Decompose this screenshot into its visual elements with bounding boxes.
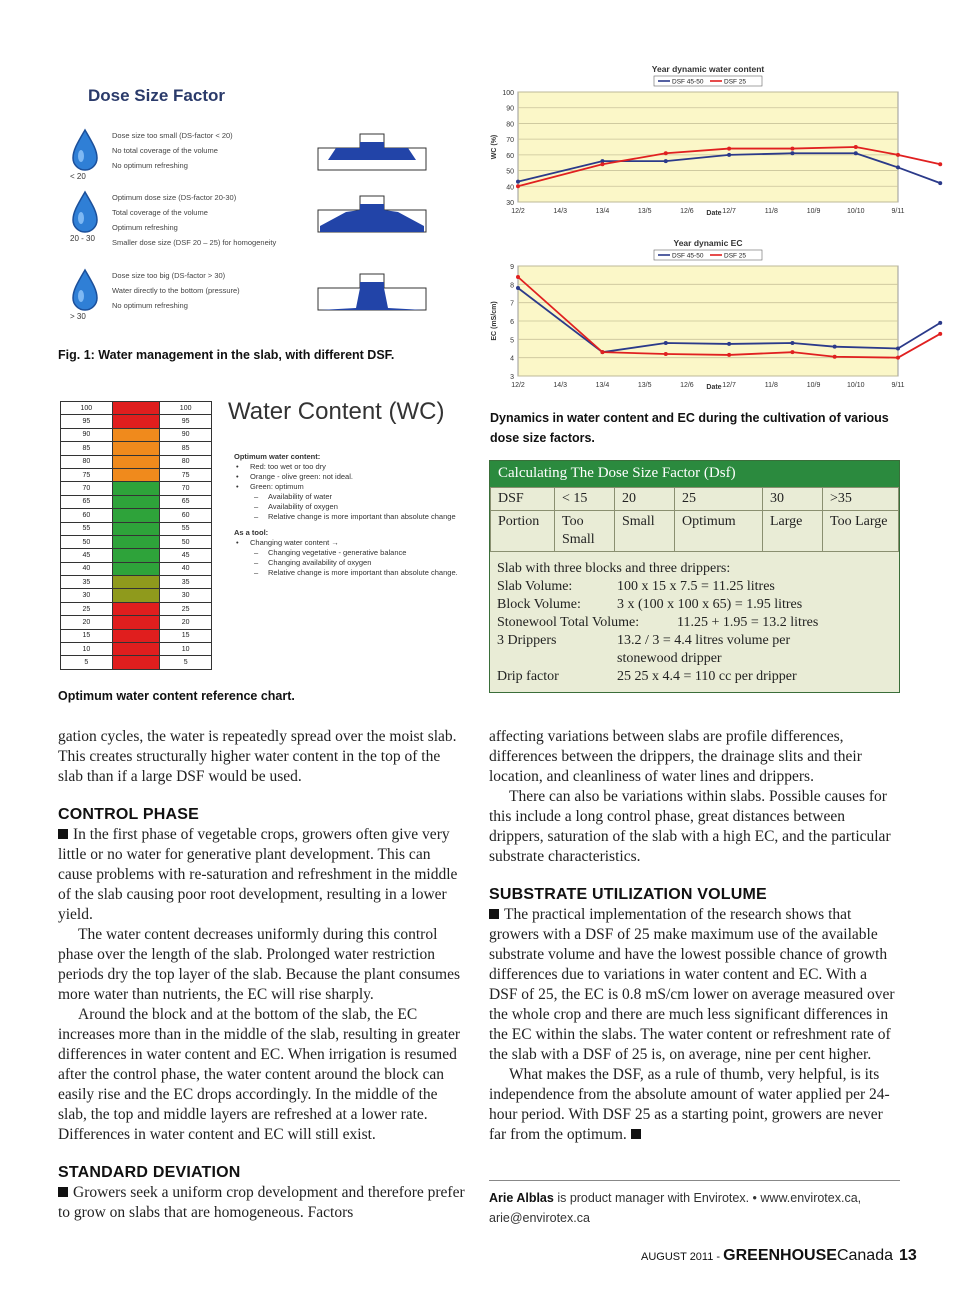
divider	[489, 1180, 900, 1181]
x-tick-label: 10/9	[806, 208, 821, 215]
x-tick-label: 10/9	[806, 382, 821, 389]
data-point	[896, 153, 900, 157]
wc-scale-row	[61, 562, 212, 575]
slab-diagram	[316, 268, 428, 314]
x-tick-label: 11/8	[764, 382, 778, 389]
x-tick-label: 13/5	[637, 382, 652, 389]
data-point	[790, 147, 794, 151]
y-tick-label: 100	[502, 90, 514, 97]
dsf-calculation-box	[489, 460, 900, 693]
wc-color-band	[112, 643, 160, 656]
table-cell: Too Large	[823, 511, 899, 552]
table-cell: Too Small	[555, 511, 615, 552]
wc-level-right: 70	[160, 482, 212, 495]
wc-level-right: 75	[160, 468, 212, 481]
water-content-title: Water Content (WC)	[228, 398, 445, 425]
wc-level-right: 80	[160, 455, 212, 468]
x-tick-label: 12/2	[511, 208, 525, 215]
table-cell: Portion	[491, 511, 555, 552]
data-point	[664, 151, 668, 155]
magazine-name: GREENHOUSE	[723, 1247, 837, 1264]
section-heading: CONTROL PHASE	[58, 806, 199, 823]
x-tick-label: 12/6	[680, 208, 694, 215]
x-tick-label: 12/6	[680, 382, 694, 389]
notes-bullet: • Changing water content →	[234, 538, 464, 548]
end-mark-icon	[631, 1129, 641, 1139]
paragraph: gation cycles, the water is repeatedly spread over the moist slab. This creates structurally higher water content in the top of the slab than if a large DSF would be used.	[58, 728, 457, 785]
wc-level-left: 45	[61, 549, 113, 562]
notes-bullet: • Red: too wet or too dry	[234, 462, 464, 472]
data-point	[516, 180, 520, 184]
wc-scale-row	[61, 576, 212, 589]
wc-level-left: 10	[61, 643, 113, 656]
dsf-row-small	[68, 128, 428, 190]
chart-ec	[488, 236, 903, 396]
x-tick-label: 12/7	[722, 208, 736, 215]
data-point	[600, 162, 604, 166]
data-point	[516, 184, 520, 188]
wc-scale-row	[61, 482, 212, 495]
paragraph: The practical implementation of the research shows that growers with a DSF of 25 make maximum use of the available substrate volume and have the lowest possible chance of growth differences due to variations in water content and EC. With a DSF of 25, the EC is 0.8 mS/cm lower on average measured over the whole crop and there are much less significant differences in the EC within the slabs. The water content or refreshment rate of the slab with a DSF of 25 is, on average, nine per cent higher.	[489, 906, 895, 1063]
issue-date: AUGUST 2011	[641, 1251, 714, 1263]
data-point	[727, 353, 731, 357]
legend-label: DSF 25	[724, 252, 747, 260]
wc-color-band	[112, 495, 160, 508]
wc-level-right: 15	[160, 629, 212, 642]
figure-1-caption: Fig. 1: Water management in the slab, with different DSF.	[58, 348, 395, 362]
y-tick-label: 80	[506, 121, 514, 129]
wc-level-right: 60	[160, 509, 212, 522]
data-point	[790, 151, 794, 155]
calc-line: Block Volume: 3 x (100 x 100 x 65) = 1.95 litres	[497, 597, 803, 612]
table-cell: 25	[675, 488, 763, 511]
wc-level-left: 95	[61, 415, 113, 428]
legend-label: DSF 25	[724, 78, 747, 86]
wc-scale-row	[61, 589, 212, 602]
y-tick-label: 5	[510, 337, 514, 345]
x-tick-label: 13/4	[595, 208, 610, 215]
x-tick-label: 13/5	[637, 208, 652, 215]
wc-color-band	[112, 428, 160, 441]
slab-calc-heading: Slab with three blocks and three drippers:	[497, 561, 731, 576]
wc-level-left: 30	[61, 589, 113, 602]
wc-color-band	[112, 549, 160, 562]
wc-scale-row	[61, 602, 212, 615]
wc-scale-row	[61, 616, 212, 629]
table-cell: DSF	[491, 488, 555, 511]
data-point	[938, 321, 942, 325]
y-axis-label: EC (mS/cm)	[491, 301, 498, 341]
slab-diagram	[316, 128, 428, 174]
wc-level-left: 40	[61, 562, 113, 575]
wc-scale-row	[61, 643, 212, 656]
water-content-scale	[60, 401, 212, 670]
x-axis-label: Date	[706, 210, 722, 217]
slab-calculation	[490, 552, 899, 692]
wc-color-band	[112, 455, 160, 468]
table-row	[491, 488, 899, 511]
table-cell: >35	[823, 488, 899, 511]
wc-scale-row	[61, 415, 212, 428]
wc-color-band	[112, 509, 160, 522]
notes-subbullet: – Changing availability of oxygen	[234, 558, 464, 568]
table-row	[491, 511, 899, 552]
table-cell: < 15	[555, 488, 615, 511]
magazine-name-suffix: Canada	[836, 1247, 893, 1264]
y-axis-label: WC (%)	[491, 134, 498, 160]
data-point	[938, 332, 942, 336]
data-point	[938, 162, 942, 166]
data-point	[727, 342, 731, 346]
wc-level-left: 20	[61, 616, 113, 629]
wc-level-right: 35	[160, 576, 212, 589]
wc-color-band	[112, 468, 160, 481]
table-cell: Optimum	[675, 511, 763, 552]
chart-water-content	[488, 62, 903, 222]
dsf-row-text: Optimum dose size (DS-factor 20-30) Total coverage of the volume Optimum refreshing Smaller dose size (DSF 20 – 25) for homogeneity	[112, 193, 277, 247]
wc-scale-row	[61, 402, 212, 415]
data-point	[727, 153, 731, 157]
dsf-row-label: < 20	[70, 172, 86, 181]
wc-color-band	[112, 629, 160, 642]
data-point	[664, 159, 668, 163]
data-point	[790, 341, 794, 345]
paragraph: What makes the DSF, as a rule of thumb, very helpful, is its independence from the absolute amount of water applied per 24-hour period. With DSF 25 as a starting point, growers are never far from the optimum.	[489, 1066, 890, 1143]
data-point	[854, 151, 858, 155]
square-bullet-icon	[58, 1187, 68, 1197]
dsf-figure-title: Dose Size Factor	[88, 86, 225, 105]
notes-subbullet: – Changing vegetative - generative balance	[234, 548, 464, 558]
wc-color-band	[112, 402, 160, 415]
notes-heading: Optimum water content:	[234, 452, 321, 461]
author-name: Arie Alblas	[489, 1191, 554, 1205]
calc-box-title: Calculating The Dose Size Factor (Dsf)	[490, 461, 899, 487]
wc-level-left: 70	[61, 482, 113, 495]
wc-level-right: 100	[160, 402, 212, 415]
water-content-caption: Optimum water content reference chart.	[58, 689, 295, 703]
notes-bullet: • Orange - olive green: not ideal.	[234, 472, 464, 482]
y-tick-label: 70	[506, 137, 514, 145]
water-content-notes	[234, 446, 464, 578]
chart-title: Year dynamic water content	[651, 64, 765, 74]
data-point	[896, 347, 900, 351]
chart-title: Year dynamic EC	[673, 238, 743, 248]
wc-color-band	[112, 442, 160, 455]
wc-level-right: 65	[160, 495, 212, 508]
notes-subbullet: – Availability of oxygen	[234, 502, 464, 512]
x-tick-label: 9/11	[891, 382, 905, 389]
paragraph: The water content decreases uniformly during this control phase over the length of the slab. Prolonged water restriction periods dry the top layer of the slab. Because the plant consumes more water than nutrients, the EC will rise sharply.	[58, 926, 461, 1003]
notes-subbullet: – Relative change is more important than absolute change	[234, 512, 464, 522]
data-point	[854, 145, 858, 149]
calc-line: Drip factor 25 25 x 4.4 = 110 cc per dripper	[497, 669, 797, 684]
y-tick-label: 7	[510, 300, 514, 308]
slab-diagram	[316, 190, 428, 236]
wc-level-right: 50	[160, 535, 212, 548]
section-heading: STANDARD DEVIATION	[58, 1164, 241, 1181]
y-tick-label: 3	[510, 374, 514, 381]
calc-line: 3 Drippers 13.2 / 3 = 4.4 litres volume per	[497, 633, 791, 648]
wc-color-band	[112, 522, 160, 535]
wc-color-band	[112, 415, 160, 428]
wc-color-band	[112, 602, 160, 615]
x-tick-label: 10/10	[847, 382, 865, 389]
notes-subbullet: – Relative change is more important than absolute change.	[234, 568, 464, 578]
wc-level-right: 45	[160, 549, 212, 562]
table-cell: 20	[615, 488, 675, 511]
article-right-column	[489, 727, 899, 1145]
notes-heading: As a tool:	[234, 528, 269, 537]
x-tick-label: 9/11	[891, 208, 905, 215]
wc-level-right: 95	[160, 415, 212, 428]
x-axis-label: Date	[706, 384, 722, 391]
table-cell: Large	[763, 511, 823, 552]
wc-level-left: 35	[61, 576, 113, 589]
y-tick-label: 9	[510, 264, 514, 271]
paragraph: affecting variations between slabs are profile differences, differences between the drippers, the drainage slits and their location, and cleanliness of water lines and drippers.	[489, 728, 862, 785]
wc-scale-row	[61, 455, 212, 468]
page-number: 13	[898, 1247, 917, 1264]
wc-scale-row	[61, 509, 212, 522]
wc-color-band	[112, 616, 160, 629]
data-point	[896, 165, 900, 169]
notes-subbullet: – Availability of water	[234, 492, 464, 502]
wc-level-left: 50	[61, 535, 113, 548]
x-tick-label: 14/3	[553, 208, 568, 215]
wc-level-left: 90	[61, 428, 113, 441]
article-left-column	[58, 727, 468, 1223]
table-cell: Small	[615, 511, 675, 552]
calc-line: stonewood dripper	[617, 651, 722, 666]
y-tick-label: 4	[510, 355, 514, 363]
x-tick-label: 12/7	[722, 382, 736, 389]
wc-level-left: 60	[61, 509, 113, 522]
dsf-row-text: Dose size too small (DS-factor < 20) No total coverage of the volume No optimum refreshing	[112, 131, 233, 170]
data-point	[938, 181, 942, 185]
legend-label: DSF 45-50	[672, 252, 704, 260]
data-point	[516, 286, 520, 290]
y-tick-label: 6	[510, 319, 514, 326]
data-point	[600, 350, 604, 354]
wc-color-band	[112, 562, 160, 575]
wc-level-left: 80	[61, 455, 113, 468]
charts-caption: Dynamics in water content and EC during the cultivation of various dose size factors.	[490, 411, 889, 445]
dsf-row-optimum	[68, 190, 428, 252]
wc-scale-row	[61, 468, 212, 481]
square-bullet-icon	[489, 909, 499, 919]
wc-scale-row	[61, 535, 212, 548]
wc-level-right: 20	[160, 616, 212, 629]
wc-color-band	[112, 656, 160, 669]
data-point	[664, 341, 668, 345]
wc-level-right: 55	[160, 522, 212, 535]
wc-level-left: 25	[61, 602, 113, 615]
x-tick-label: 14/3	[553, 382, 568, 389]
dsf-row-large	[68, 268, 428, 330]
data-point	[833, 345, 837, 349]
wc-level-left: 15	[61, 629, 113, 642]
author-bio: is product manager with Envirotex. • www.envirotex.ca, arie@envirotex.ca	[489, 1191, 862, 1225]
page-footer: AUGUST 2011 - GREENHOUSECanada 13	[641, 1247, 917, 1264]
data-point	[790, 350, 794, 354]
y-tick-label: 40	[506, 184, 514, 192]
wc-color-band	[112, 482, 160, 495]
x-tick-label: 11/8	[764, 208, 778, 215]
notes-bullet: • Green: optimum	[234, 482, 464, 492]
calc-line: Slab Volume: 100 x 15 x 7.5 = 11.25 litres	[497, 579, 775, 594]
paragraph: Around the block and at the bottom of the slab, the EC increases more than in the middle of the slab, resulting in greater differences in water content and EC. When irrigation is resumed after the control phase, the water content around the block can easily rise and the EC drops accordingly. In the middle of the slab, the top and middle layers are refreshed at a lower rate. Differences in water content and EC will still exist.	[58, 1006, 461, 1143]
wc-scale-row	[61, 428, 212, 441]
square-bullet-icon	[58, 829, 68, 839]
x-tick-label: 10/10	[847, 208, 865, 215]
dsf-row-label: 20 - 30	[70, 234, 95, 243]
wc-level-left: 85	[61, 442, 113, 455]
wc-level-right: 5	[160, 656, 212, 669]
wc-scale-row	[61, 629, 212, 642]
author-byline	[489, 1188, 900, 1228]
y-tick-label: 60	[506, 152, 514, 160]
x-tick-label: 13/4	[595, 382, 610, 389]
data-point	[664, 352, 668, 356]
paragraph: There can also be variations within slabs. Possible causes for this include a long control phase, great distances between drippers, saturation of the slab with a high EC, and the particular substrate characteristics.	[489, 788, 891, 865]
data-point	[833, 355, 837, 359]
wc-level-right: 90	[160, 428, 212, 441]
x-tick-label: 12/2	[511, 382, 525, 389]
data-point	[727, 147, 731, 151]
dsf-row-text: Dose size too big (DS-factor > 30) Water directly to the bottom (pressure) No optimum refreshing	[112, 271, 240, 310]
water-drop-icon	[68, 128, 102, 174]
wc-color-band	[112, 589, 160, 602]
wc-scale-row	[61, 495, 212, 508]
section-heading: SUBSTRATE UTILIZATION VOLUME	[489, 886, 767, 903]
wc-scale-row	[61, 549, 212, 562]
water-drop-icon	[68, 268, 102, 314]
calc-line: Stonewool Total Volume: 11.25 + 1.95 = 13.2 litres	[497, 615, 819, 630]
wc-color-band	[112, 576, 160, 589]
legend-label: DSF 45-50	[672, 78, 704, 86]
y-tick-label: 30	[506, 200, 514, 207]
wc-level-right: 30	[160, 589, 212, 602]
water-drop-icon	[68, 190, 102, 236]
y-tick-label: 8	[510, 282, 514, 290]
wc-level-left: 5	[61, 656, 113, 669]
y-tick-label: 50	[506, 168, 514, 176]
y-tick-label: 90	[506, 105, 514, 113]
wc-level-left: 65	[61, 495, 113, 508]
wc-level-right: 25	[160, 602, 212, 615]
wc-level-left: 75	[61, 468, 113, 481]
wc-level-right: 40	[160, 562, 212, 575]
table-cell: 30	[763, 488, 823, 511]
dsf-portion-table	[490, 487, 899, 552]
wc-level-right: 10	[160, 643, 212, 656]
data-point	[516, 275, 520, 279]
dsf-row-label: > 30	[70, 312, 86, 321]
wc-scale-row	[61, 522, 212, 535]
paragraph: Growers seek a uniform crop development and therefore prefer to grow on slabs that are homogeneous. Factors	[58, 1184, 465, 1221]
wc-level-left: 55	[61, 522, 113, 535]
paragraph: In the first phase of vegetable crops, growers often give very little or no water for generative plant development. This can cause problems with re-saturation and refreshment in the middle of the slab causing poor root development, resulting in a lower yield.	[58, 826, 458, 923]
wc-level-left: 100	[61, 402, 113, 415]
wc-color-band	[112, 535, 160, 548]
data-point	[896, 356, 900, 360]
wc-level-right: 85	[160, 442, 212, 455]
wc-scale-row	[61, 656, 212, 669]
wc-scale-row	[61, 442, 212, 455]
